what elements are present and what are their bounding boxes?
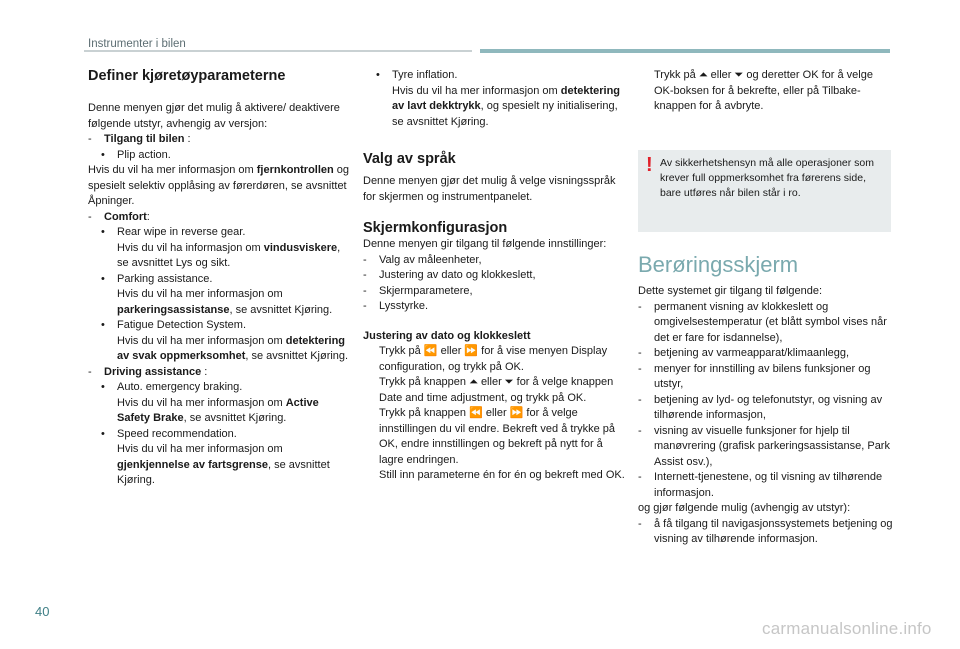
item-label: Driving assistance xyxy=(104,365,202,378)
touchscreen-also: og gjør følgende mulig (avhengig av utstyr): xyxy=(638,502,851,514)
text-run: , se avsnittet Kjøring. xyxy=(245,350,349,362)
text-run: , se avsnittet Kjøring. xyxy=(229,303,333,316)
list-item-text: Justering av dato og klokkeslett, xyxy=(379,269,536,281)
list-item xyxy=(363,268,625,284)
dash-marker: - xyxy=(88,133,92,145)
text-run: , og spesielt ny initialisering, se avsnittet Kjøring. xyxy=(392,100,618,128)
text-run: Hvis du vil ha mer informasjon om xyxy=(117,288,283,300)
speed-rec-more-info xyxy=(88,442,350,489)
text-run-bold: detektering av lavt dekktrykk xyxy=(392,84,621,112)
dash-marker: - xyxy=(638,393,642,406)
bullet-marker: • xyxy=(101,381,105,393)
list-item-text: å få tilgang til navigasjonssystemets betjening og visning av tilhørende informasjon. xyxy=(654,517,893,545)
sub-item-text: Rear wipe in reverse gear. xyxy=(117,226,246,238)
page-number: 40 xyxy=(35,604,50,619)
list-item-access xyxy=(88,132,350,148)
header-divider-left xyxy=(84,50,472,52)
section-title: Instrumenter i bilen xyxy=(88,38,186,50)
list-item-text: Lysstyrke. xyxy=(379,300,429,312)
text-run: og spesielt selektiv opplåsing av førerdøren, se avsnittet Åpninger. xyxy=(88,164,350,207)
watermark: carmanualsonline.info xyxy=(762,619,932,638)
intro-paragraph: Denne menyen gjør det mulig å aktivere/ deaktivere følgende utstyr, avhengig av versjon: xyxy=(88,102,340,130)
dash-marker: - xyxy=(638,517,642,530)
touchscreen-section xyxy=(638,252,894,548)
text-run: , se avsnittet Lys og sikt. xyxy=(117,241,341,269)
sub-item-parking xyxy=(88,272,350,288)
column-3 xyxy=(638,68,894,115)
step-text: Trykk på knappen ⏪ eller ⏩ for å velge innstillingen du vil endre. Bekreft ved å trykke på OK, endre innstillingen og bekreft på nytt for å lagre endringen. xyxy=(379,407,616,466)
step-item xyxy=(363,468,625,484)
list-item xyxy=(638,362,894,393)
step-item xyxy=(363,406,625,468)
bullet-marker: • xyxy=(101,148,105,161)
text-run: Hvis du vil ha mer informasjon om xyxy=(117,443,283,455)
tyre-more-info xyxy=(363,84,625,131)
dash-marker: - xyxy=(363,300,367,312)
sub-item-auto-brake xyxy=(88,380,350,396)
dash-marker: - xyxy=(638,300,642,313)
dash-marker: - xyxy=(638,362,642,375)
text-run: Hvis du vil ha mer informasjon om xyxy=(392,84,561,97)
header-divider-right xyxy=(480,49,890,53)
text-run: , se avsnittet Kjøring. xyxy=(117,458,330,486)
rear-wipe-more-info xyxy=(88,241,350,272)
dash-marker: - xyxy=(363,284,367,297)
sub-item-text: Fatigue Detection System. xyxy=(117,319,247,331)
text-run-bold: Active Safety Brake xyxy=(117,396,319,424)
text-run: Hvis du vil ha mer informasjon om xyxy=(117,334,286,347)
heading-touchscreen: Berøringsskjerm xyxy=(638,252,799,277)
step-text: Trykk på ⏪ eller ⏩ for å vise menyen Display configuration, og trykk på OK. xyxy=(379,345,608,373)
list-item xyxy=(363,253,625,269)
item-label: Tilgang til bilen xyxy=(104,133,185,145)
text-run-bold: parkeringsassistanse xyxy=(117,303,230,316)
finger-icon xyxy=(363,344,379,375)
list-item-text: betjening av lyd- og telefonutstyr, og visning av tilhørende informasjon, xyxy=(654,393,883,421)
item-colon: : xyxy=(146,210,150,223)
finger-icon xyxy=(363,406,379,468)
list-item-text: visning av visuelle funksjoner for hjelp til manøvrering (grafisk parkeringsassistanse, Park Assist osv.), xyxy=(654,424,890,468)
item-label: Comfort xyxy=(104,210,147,223)
sub-item-plip xyxy=(88,148,350,164)
list-item-text: betjening av varmeapparat/klimaanlegg, xyxy=(654,347,850,359)
plip-more-info xyxy=(88,163,350,210)
text-run: Hvis du vil ha mer informasjon om xyxy=(117,396,286,409)
language-text: Denne menyen gjør det mulig å velge visningsspråk for skjermen og instrumentpanelet. xyxy=(363,175,616,203)
dash-marker: - xyxy=(638,347,642,359)
heading-language: Valg av språk xyxy=(363,151,456,167)
text-run-bold: detektering av svak oppmerksomhet xyxy=(117,334,346,362)
sub-item-text: Tyre inflation. xyxy=(392,69,458,81)
parking-more-info xyxy=(88,287,350,318)
dash-marker: - xyxy=(638,471,642,483)
list-item-text: menyer for innstilling av bilens funksjoner og utstyr, xyxy=(654,362,871,390)
screen-intro: Denne menyen gir tilgang til følgende innstillinger: xyxy=(363,238,607,250)
sub-item-text: Speed recommendation. xyxy=(117,427,237,440)
item-colon: : xyxy=(184,133,191,145)
text-run-bold: fjernkontrollen xyxy=(256,164,334,176)
step-item xyxy=(363,344,625,375)
list-item xyxy=(638,393,894,424)
sub-item-text: Parking assistance. xyxy=(117,272,213,285)
list-item-text: Internett-tjenestene, og til visning av tilhørende informasjon. xyxy=(654,471,883,499)
list-item xyxy=(638,424,894,471)
sub-item-text: Auto. emergency braking. xyxy=(117,381,243,393)
bullet-marker: • xyxy=(101,319,105,331)
list-item xyxy=(638,517,894,548)
warning-icon: ! xyxy=(646,154,653,176)
text-run-bold: gjenkjennelse av fartsgrense xyxy=(117,458,269,471)
heading-vehicle-parameters: Definer kjøretøyparameterne xyxy=(88,68,286,84)
sub-item-tyre xyxy=(363,68,625,84)
auto-brake-more-info xyxy=(88,396,350,427)
step-text: Still inn parameterne én for én og bekreft med OK. xyxy=(379,469,625,481)
text-run: , se avsnittet Kjøring. xyxy=(183,412,287,424)
list-item xyxy=(638,346,894,362)
bullet-marker: • xyxy=(376,69,380,81)
list-item-comfort xyxy=(88,210,350,226)
text-run: Hvis du vil ha mer informasjon om xyxy=(88,164,257,176)
list-item-text: permanent visning av klokkeslett og omgivelsestemperatur (et blått symbol vises når det er fare for isdannelse), xyxy=(654,300,887,344)
warning-text: Av sikkerhetshensyn må alle operasjoner som krever full oppmerksomhet fra førerens side, bare utføres når bilen står i ro. xyxy=(660,157,874,199)
sub-item-text: Plip action. xyxy=(117,148,171,161)
bullet-marker: • xyxy=(101,226,105,238)
fatigue-more-info xyxy=(88,334,350,365)
heading-date-time: Justering av dato og klokkeslett xyxy=(363,329,531,342)
dash-marker: - xyxy=(363,253,367,266)
dash-marker: - xyxy=(363,269,367,281)
dash-marker: - xyxy=(638,424,642,437)
list-item xyxy=(638,470,894,501)
step-text: Trykk på knappen ⏶ eller ⏷ for å velge knappen Date and time adjustment, og trykk på OK. xyxy=(379,376,614,404)
sub-item-speed-rec xyxy=(88,427,350,443)
item-colon: : xyxy=(201,365,208,378)
bullet-marker: • xyxy=(101,272,105,285)
text-run-bold: vindusviskere xyxy=(263,241,338,254)
text-run: Hvis du vil ha informasjon om xyxy=(117,241,264,254)
step-item xyxy=(363,375,625,406)
list-item xyxy=(638,300,894,347)
list-item xyxy=(363,284,625,300)
step-item xyxy=(638,68,894,115)
dash-marker: - xyxy=(88,365,92,378)
list-item-driving-assistance xyxy=(88,365,350,381)
finger-icon xyxy=(363,468,379,484)
sub-item-rear-wipe xyxy=(88,225,350,241)
finger-icon xyxy=(363,375,379,406)
list-item xyxy=(363,299,625,315)
step-text: Trykk på ⏶ eller ⏷ og deretter OK for å velge OK-boksen for å bekrefte, eller på Tilbake-knappen for å avbryte. xyxy=(654,69,873,112)
list-item-text: Skjermparametere, xyxy=(379,284,473,297)
column-2 xyxy=(363,68,625,484)
touchscreen-intro: Dette systemet gir tilgang til følgende: xyxy=(638,285,823,297)
bullet-marker: • xyxy=(101,427,105,440)
finger-icon xyxy=(638,68,654,115)
dash-marker: - xyxy=(88,210,92,223)
column-1 xyxy=(88,67,350,489)
list-item-text: Valg av måleenheter, xyxy=(379,253,482,266)
heading-screen-config: Skjermkonfigurasjon xyxy=(363,220,508,236)
sub-item-fatigue xyxy=(88,318,350,334)
